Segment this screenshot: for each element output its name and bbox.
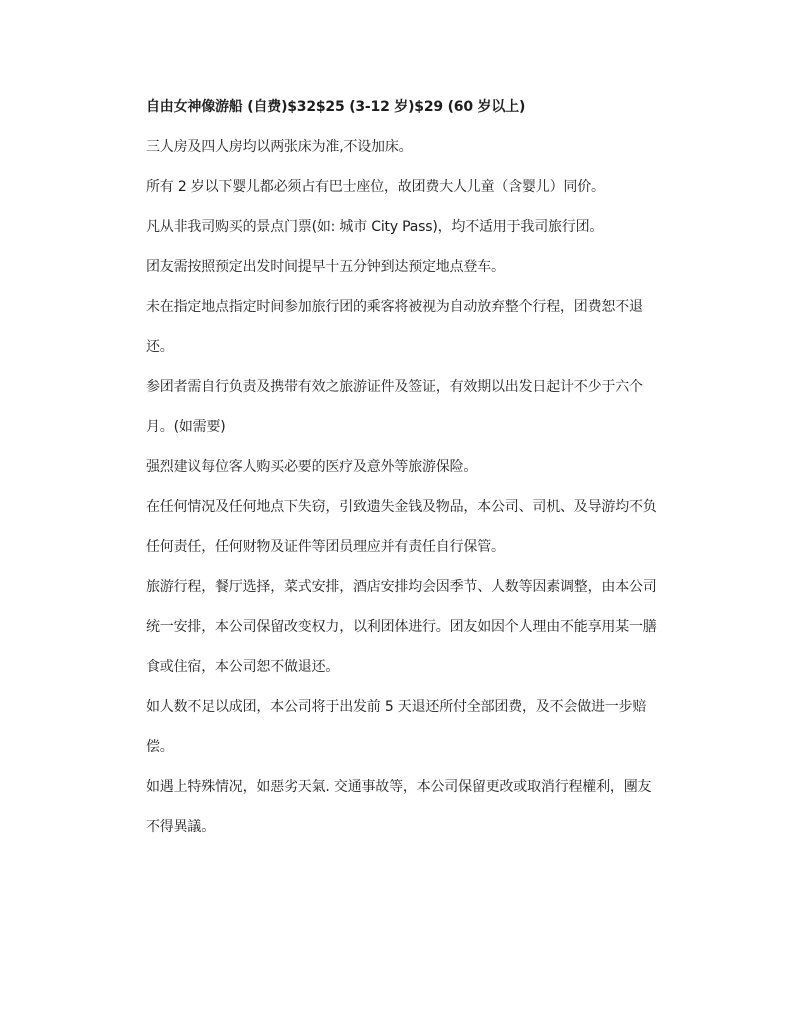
text-line: 偿。 <box>146 739 174 755</box>
text-line: 不得異議。 <box>146 819 215 835</box>
text-line: 凡从非我司购买的景点门票(如: 城市 City Pass)，均不适用于我司旅行团。 <box>146 219 604 235</box>
text-line: 食或住宿，本公司恕不做退还。 <box>146 659 340 675</box>
text-line: 如人数不足以成团，本公司将于出发前 5 天退还所付全部团费，及不会做进一步赔 <box>146 699 647 715</box>
text-line: 在任何情况及任何地点下失窃，引致遗失金钱及物品，本公司、司机、及导游均不负 <box>146 499 657 515</box>
cruise-price-heading: 自由女神像游船 (自费)$32$25 (3-12 岁)$29 (60 岁以上) <box>146 99 526 115</box>
text-line: 如遇上特殊情况，如惡劣天氣. 交通事故等，本公司保留更改或取消行程權利，團友 <box>146 779 652 795</box>
text-line: 强烈建议每位客人购买必要的医疗及意外等旅游保险。 <box>146 459 478 475</box>
text-line: 统一安排，本公司保留改变权力，以利团体进行。团友如因个人理由不能享用某一膳 <box>146 619 657 635</box>
text-line: 任何责任，任何财物及证件等团员理应并有责任自行保管。 <box>146 539 505 555</box>
text-line: 三人房及四人房均以两张床为准,不设加床。 <box>146 139 413 155</box>
text-line: 团友需按照预定出发时间提早十五分钟到达预定地点登车。 <box>146 259 505 275</box>
text-line: 未在指定地点指定时间参加旅行团的乘客将被视为自动放弃整个行程，团费恕不退 <box>146 299 643 315</box>
text-line: 参团者需自行负责及携带有效之旅游证件及签证，有效期以出发日起计不少于六个 <box>146 379 643 395</box>
text-line: 还。 <box>146 339 174 355</box>
text-line: 旅游行程，餐厅选择，菜式安排，酒店安排均会因季节、人数等因素调整，由本公司 <box>146 579 657 595</box>
text-line: 所有 2 岁以下婴儿都必须占有巴士座位，故团费大人儿童（含婴儿）同价。 <box>146 179 605 195</box>
text-line: 月。(如需要) <box>146 419 226 435</box>
document-body <box>146 97 686 837</box>
